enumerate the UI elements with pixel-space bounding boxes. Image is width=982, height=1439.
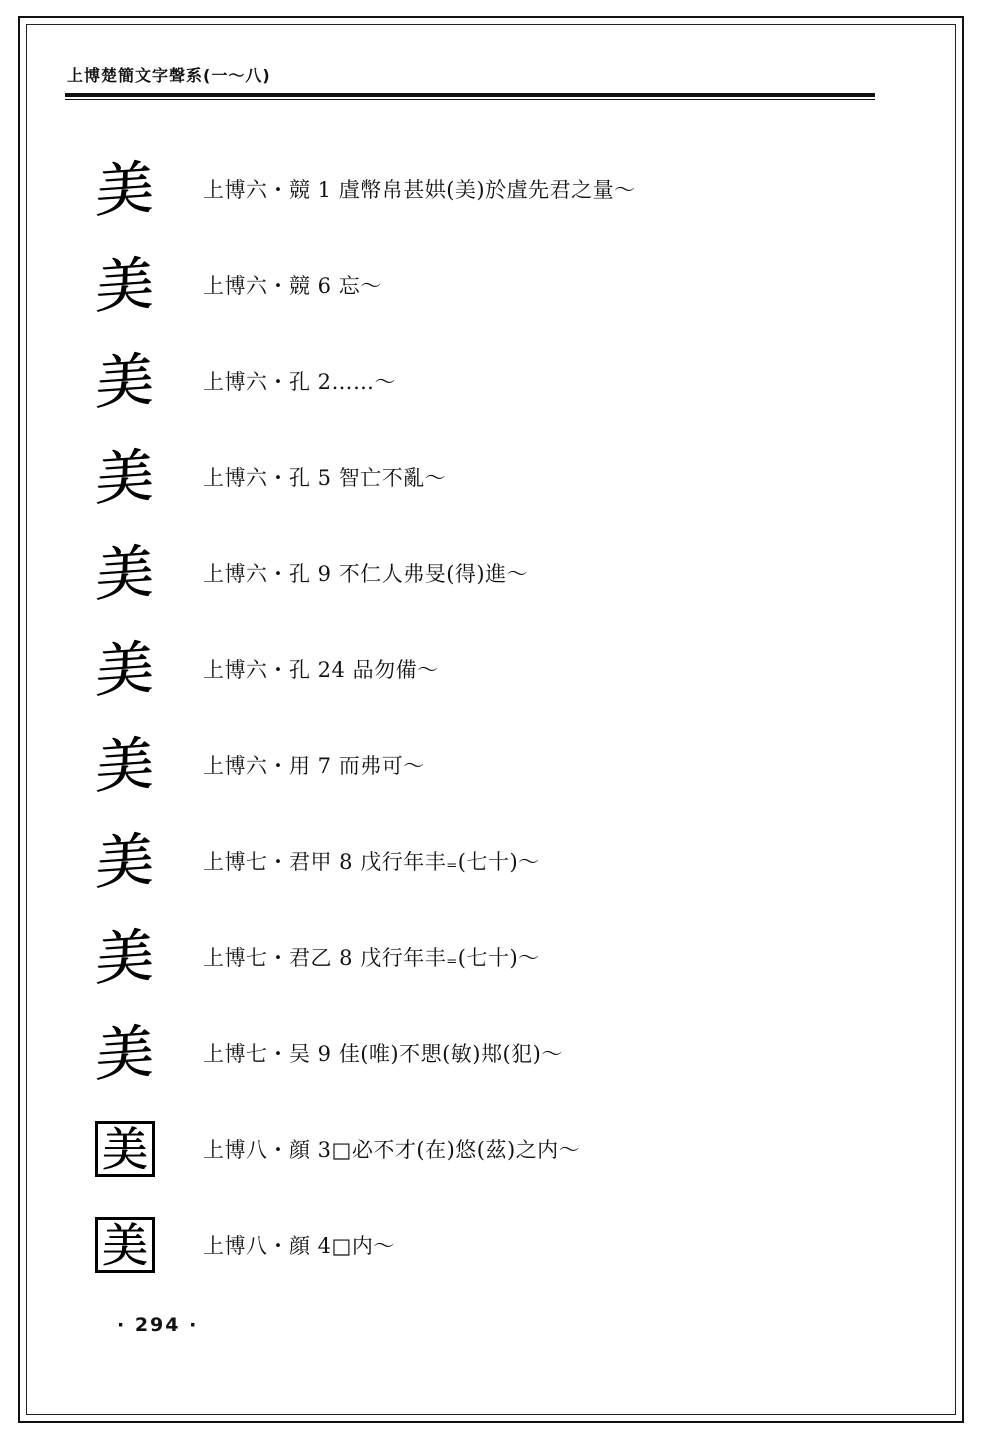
- entry-table: [65, 133, 935, 1354]
- page-number: · 294 ·: [117, 1314, 199, 1336]
- glyph-cell: [70, 1197, 180, 1293]
- page-border-outer: [18, 16, 964, 1423]
- glyph-cell: [70, 141, 180, 237]
- running-head: 上博楚簡文字聲系(一～八): [67, 66, 271, 85]
- entry-citation: 上博八・顔 3□必不才(在)悠(茲)之内～: [203, 1138, 581, 1162]
- header-rule-thin: [65, 99, 875, 100]
- bamboo-script-glyph-icon: 美: [94, 249, 156, 321]
- entry-citation: 上博八・顔 4□内～: [203, 1234, 395, 1258]
- entry-citation: 上博六・孔 5 智亡不亂～: [203, 466, 447, 490]
- entry-citation: 上博六・孔 24 品勿備～: [203, 658, 439, 682]
- bamboo-script-glyph-icon: 美: [94, 345, 156, 417]
- glyph-column: [65, 133, 185, 1354]
- glyph-cell: [70, 525, 180, 621]
- entry-citation: 上博六・孔 2……～: [203, 370, 397, 394]
- bamboo-script-glyph-icon: 美: [94, 825, 156, 897]
- bamboo-script-glyph-icon: 美: [94, 153, 156, 225]
- bamboo-script-glyph-icon: 美: [94, 729, 156, 801]
- entry-row: [203, 1197, 935, 1293]
- glyph-cell: [70, 1101, 180, 1197]
- entry-row: [203, 525, 935, 621]
- entry-citation: 上博六・競 1 虘幣帛甚娂(美)於虘先君之量～: [203, 178, 636, 202]
- entry-citation: 上博六・競 6 忘～: [203, 274, 382, 298]
- entry-row: [203, 621, 935, 717]
- entry-row: [203, 717, 935, 813]
- entry-citation: 上博七・君甲 8 戊行年丰₌(七十)～: [203, 850, 540, 874]
- glyph-cell: [70, 909, 180, 1005]
- entry-row: [203, 1005, 935, 1101]
- bamboo-script-glyph-icon: 美: [94, 537, 156, 609]
- entry-row: [203, 237, 935, 333]
- bamboo-script-glyph-icon: 美: [94, 921, 156, 993]
- entry-citation: 上博六・孔 9 不仁人弗旻(得)進～: [203, 562, 529, 586]
- page-border-inner: [26, 24, 956, 1415]
- header-rule-thick: [65, 93, 875, 97]
- entry-row: [203, 1101, 935, 1197]
- entry-row: [203, 909, 935, 1005]
- glyph-cell: [70, 333, 180, 429]
- entry-row: [203, 813, 935, 909]
- bamboo-script-glyph-icon: 美: [94, 1017, 156, 1089]
- entry-citation: 上博七・君乙 8 戊行年丰₌(七十)～: [203, 946, 540, 970]
- entry-citation: 上博七・吴 9 佳(唯)不愳(敏)䢼(犯)～: [203, 1042, 563, 1066]
- entries-column: [185, 133, 935, 1354]
- entry-row: [203, 429, 935, 525]
- bamboo-script-glyph-icon: 美: [94, 441, 156, 513]
- entry-row: [203, 141, 935, 237]
- bamboo-script-glyph-icon: 美: [95, 1217, 155, 1273]
- entry-row: [203, 333, 935, 429]
- glyph-cell: [70, 621, 180, 717]
- glyph-cell: [70, 717, 180, 813]
- glyph-cell: [70, 429, 180, 525]
- page-header: [65, 63, 875, 100]
- entry-citation: 上博六・用 7 而弗可～: [203, 754, 425, 778]
- bamboo-script-glyph-icon: 美: [95, 1121, 155, 1177]
- glyph-cell: [70, 237, 180, 333]
- bamboo-script-glyph-icon: 美: [94, 633, 156, 705]
- glyph-cell: [70, 813, 180, 909]
- glyph-cell: [70, 1005, 180, 1101]
